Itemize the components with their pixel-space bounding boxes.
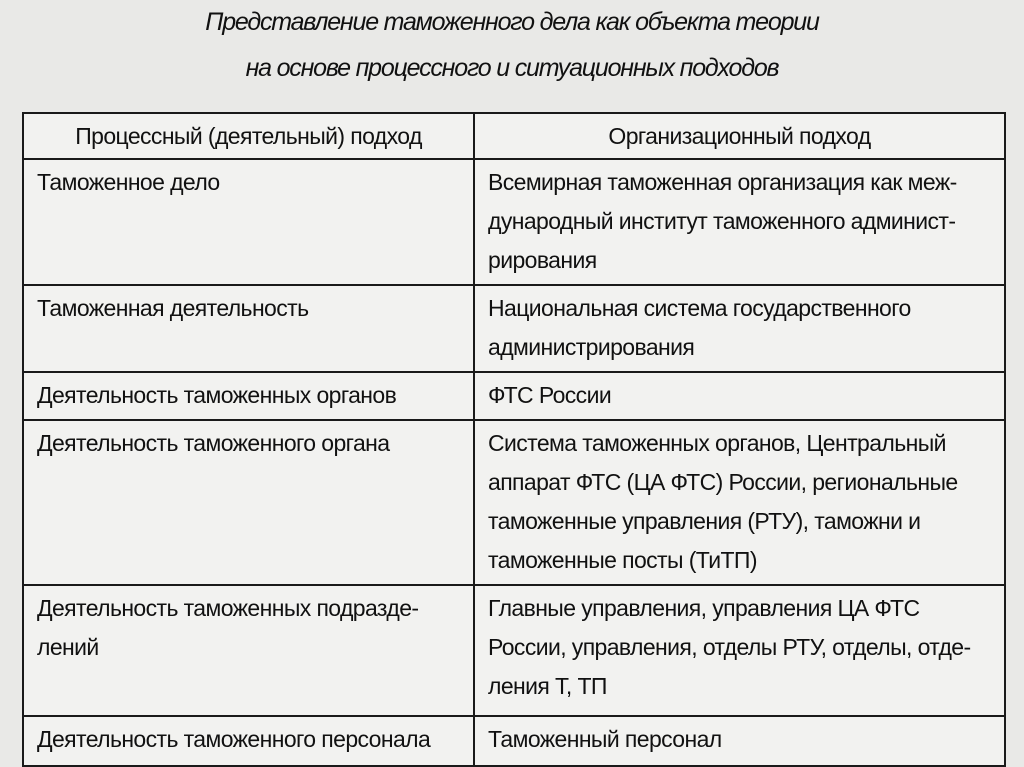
organization-cell: ФТС России (474, 372, 1005, 420)
table-row (23, 585, 1005, 716)
organization-cell: Главные управления, управления ЦА ФТС России, управления, отделы РТУ, отделы, отде- ления Т, ТП (474, 585, 1005, 716)
organization-cell: Всемирная таможенная организация как меж- дународный институт таможенного админист- рирования (474, 159, 1005, 285)
table-row (23, 420, 1005, 585)
table-header-row (23, 113, 1005, 159)
process-cell: Таможенная деятельность (23, 285, 474, 372)
process-cell: Деятельность таможенного органа (23, 420, 474, 585)
table-row (23, 159, 1005, 285)
approaches-table (22, 112, 1006, 767)
document-title-line-1: Представление таможенного дела как объекта теории (205, 8, 819, 36)
table-row (23, 716, 1005, 766)
document-title-line-2: на основе процессного и ситуационных подходов (245, 54, 779, 82)
organization-cell: Таможенный персонал (474, 716, 1005, 766)
table-row (23, 372, 1005, 420)
organization-cell: Национальная система государственного администрирования (474, 285, 1005, 372)
process-cell: Деятельность таможенного персонала (23, 716, 474, 766)
header-process-approach: Процессный (деятельный) подход (23, 113, 474, 159)
process-cell: Деятельность таможенных подразде- лений (23, 585, 474, 716)
table-row (23, 285, 1005, 372)
process-cell: Таможенное дело (23, 159, 474, 285)
organization-cell: Система таможенных органов, Центральный аппарат ФТС (ЦА ФТС) России, региональные таможенные управления (РТУ), таможни и таможенные посты (ТиТП) (474, 420, 1005, 585)
process-cell: Деятельность таможенных органов (23, 372, 474, 420)
header-organizational-approach: Организационный подход (474, 113, 1005, 159)
